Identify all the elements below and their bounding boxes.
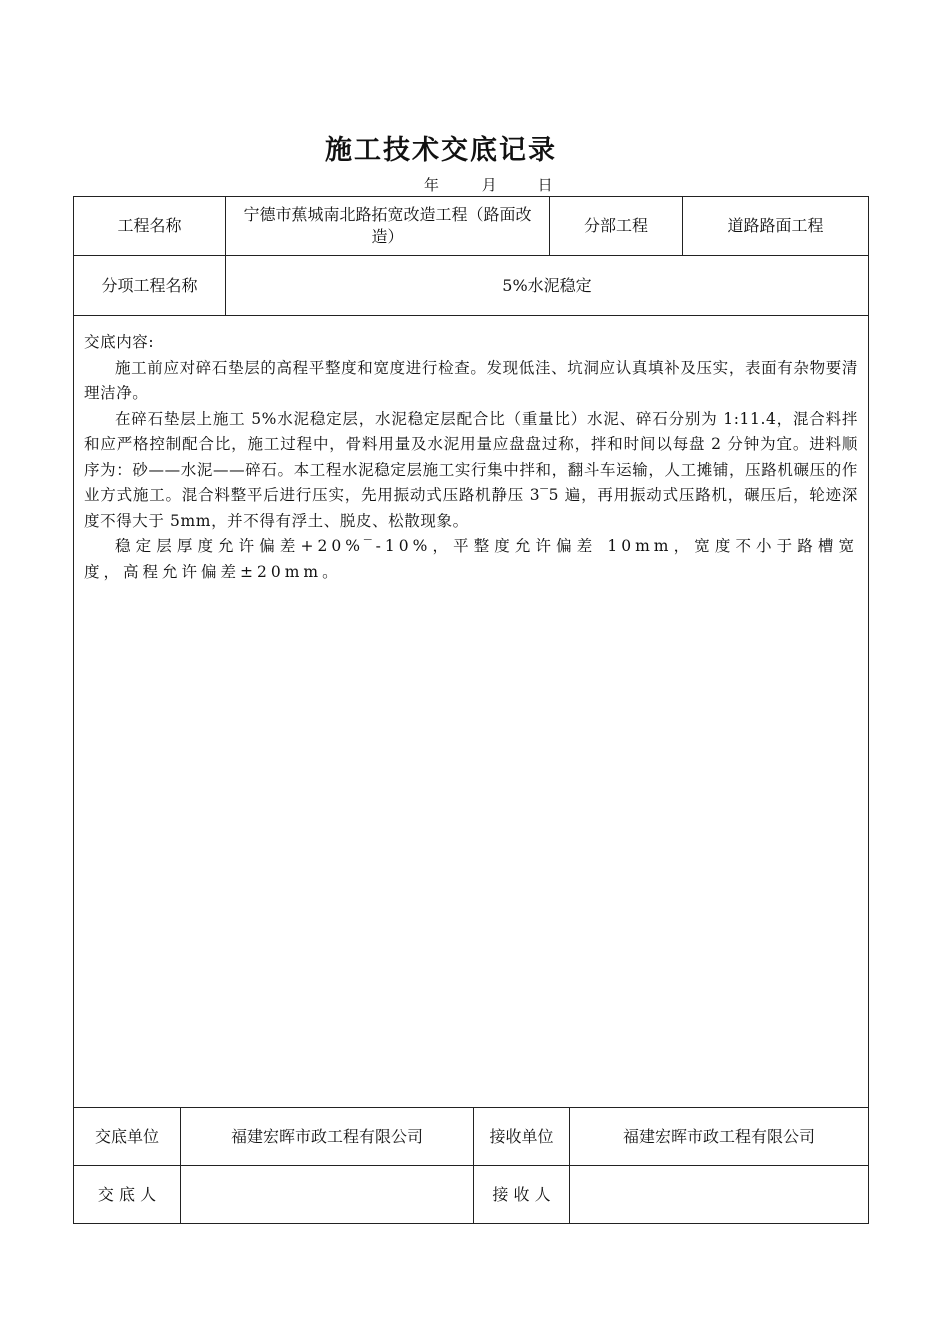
receiver-unit-value: 福建宏晖市政工程有限公司	[569, 1107, 869, 1166]
division-value: 道路路面工程	[682, 196, 869, 256]
project-name-value: 宁德市蕉城南北路拓宽改造工程（路面改造）	[225, 196, 550, 256]
receiver-person-value	[569, 1165, 869, 1224]
disclosure-content	[73, 315, 869, 1108]
issuer-unit-label: 交底单位	[73, 1107, 181, 1166]
subitem-value: 5%水泥稳定	[225, 255, 869, 316]
issuer-person-label: 交 底 人	[73, 1165, 181, 1224]
project-name-label: 工程名称	[73, 196, 226, 256]
issuer-person-value	[180, 1165, 474, 1224]
date-line	[424, 174, 553, 195]
content-paragraph: 施工前应对碎石垫层的高程平整度和宽度进行检查。发现低洼、坑洞应认真填补及压实，表面有杂物要清理洁净。	[84, 358, 858, 402]
content-heading: 交底内容:	[84, 333, 155, 351]
receiver-person-label: 接 收 人	[473, 1165, 570, 1224]
page-title: 施工技术交底记录	[325, 135, 557, 166]
division-label: 分部工程	[549, 196, 683, 256]
issuer-unit-value: 福建宏晖市政工程有限公司	[180, 1107, 474, 1166]
date-day: 日	[537, 176, 553, 194]
receiver-unit-label: 接收单位	[473, 1107, 570, 1166]
subitem-label: 分项工程名称	[73, 255, 226, 316]
content-paragraph: 稳定层厚度允许偏差+20%‾-10%，平整度允许偏差 10mm，宽度不小于路槽宽度，高程允许偏差±20mm。	[84, 537, 858, 581]
content-paragraph: 在碎石垫层上施工 5%水泥稳定层，水泥稳定层配合比（重量比）水泥、碎石分别为 1:11.4，混合料拌和应严格控制配合比，施工过程中，骨料用量及水泥用量应盘盘过称，拌和时间以每盘 2 分钟为宜。进料顺序为：砂——水泥——碎石。本工程水泥稳定层施工实行集中拌和，翻斗车运输，人工摊铺，压路机碾压的作业方式施工。混合料整平后进行压实，先用振动式压路机静压 3‾5 遍，再用振动式压路机，碾压后，轮迹深度不得大于 5mm，并不得有浮土、脱皮、松散现象。	[84, 409, 858, 530]
date-month: 月	[481, 176, 497, 194]
date-year: 年	[424, 176, 440, 194]
